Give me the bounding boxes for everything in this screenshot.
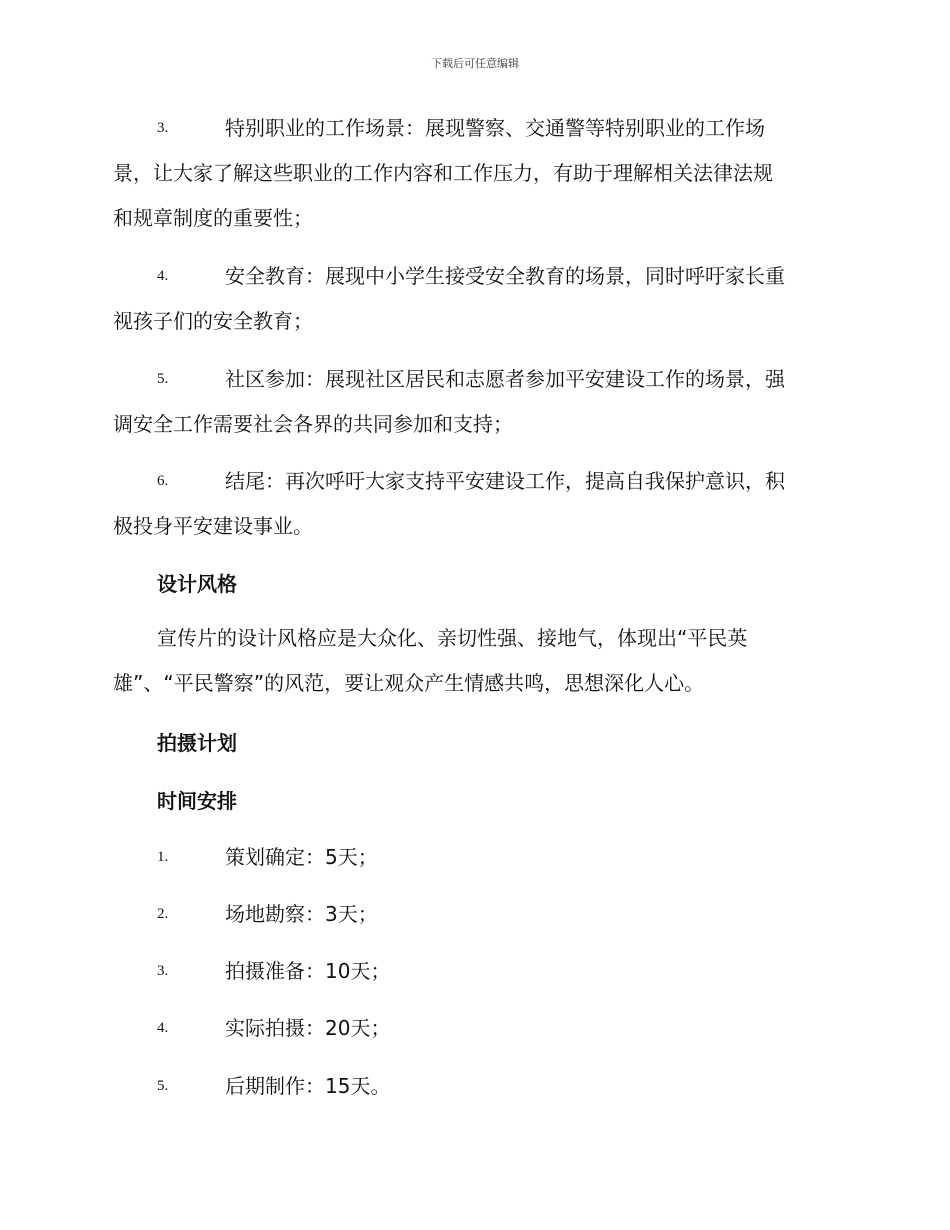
- list-item-text: 视孩子们的安全教育；: [113, 309, 313, 333]
- schedule-item-number: 3.: [157, 963, 169, 979]
- list-item: [113, 459, 833, 549]
- list-item: [113, 357, 833, 447]
- paragraph-line: 宣传片的设计风格应是大众化、亲切性强、接地气，体现出“平民英: [157, 626, 748, 650]
- paragraph-line: 雄”、“平民警察”的风范，要让观众产生情感共鸣，思想深化人心。: [113, 671, 705, 695]
- section-heading-design-style: 设计风格: [157, 572, 237, 596]
- list-item-text: 结尾：再次呼吁大家支持平安建设工作，提高自我保护意识，积: [225, 469, 785, 493]
- schedule-item: [113, 1006, 833, 1051]
- list-item-first-line: [113, 357, 833, 402]
- schedule-item: [113, 1064, 833, 1109]
- list-item: [113, 254, 833, 344]
- schedule-item-text: 策划确定：5天；: [225, 845, 378, 869]
- list-item-text: 极投身平安建设事业。: [113, 514, 313, 538]
- schedule-item-line: [113, 1064, 833, 1109]
- schedule-item-line: [113, 892, 833, 937]
- list-item-number: 5.: [157, 371, 169, 387]
- schedule-item-line: [113, 1006, 833, 1051]
- schedule-item-number: 4.: [157, 1020, 169, 1036]
- list-item-text: 安全教育：展现中小学生接受安全教育的场景，同时呼吁家长重: [225, 264, 785, 288]
- list-item-text: 社区参加：展现社区居民和志愿者参加平安建设工作的场景，强: [225, 367, 785, 391]
- list-item-number: 6.: [157, 473, 169, 489]
- schedule-item-line: [113, 835, 833, 880]
- schedule-item-number: 5.: [157, 1078, 169, 1094]
- list-item-number: 4.: [157, 268, 169, 284]
- schedule-item-number: 1.: [157, 849, 169, 865]
- schedule-item: [113, 892, 833, 937]
- schedule-item-text: 后期制作：15天。: [225, 1074, 391, 1098]
- schedule-item-number: 2.: [157, 906, 169, 922]
- design-style-paragraph: [113, 616, 833, 706]
- list-item-first-line: [113, 459, 833, 504]
- list-item-text: 调安全工作需要社会各界的共同参加和支持；: [113, 412, 513, 436]
- schedule-item-text: 拍摄准备：10天；: [225, 959, 391, 983]
- schedule-item: [113, 949, 833, 994]
- list-item-text: 和规章制度的重要性；: [113, 206, 313, 230]
- page-header: 下载后可任意编辑: [431, 57, 519, 70]
- list-item-text: 景，让大家了解这些职业的工作内容和工作压力，有助于理解相关法律法规: [113, 161, 773, 185]
- schedule-item-text: 场地勘察：3天；: [225, 902, 378, 926]
- list-item-first-line: [113, 254, 833, 299]
- schedule-item-line: [113, 949, 833, 994]
- list-item-number: 3.: [157, 120, 169, 136]
- section-heading-schedule: 时间安排: [157, 789, 237, 813]
- list-item-text: 特别职业的工作场景：展现警察、交通警等特别职业的工作场: [225, 116, 765, 140]
- schedule-item-text: 实际拍摄：20天；: [225, 1016, 391, 1040]
- list-item-first-line: [113, 106, 833, 151]
- section-heading-shooting-plan: 拍摄计划: [157, 731, 237, 755]
- schedule-item: [113, 835, 833, 880]
- list-item: [113, 106, 833, 241]
